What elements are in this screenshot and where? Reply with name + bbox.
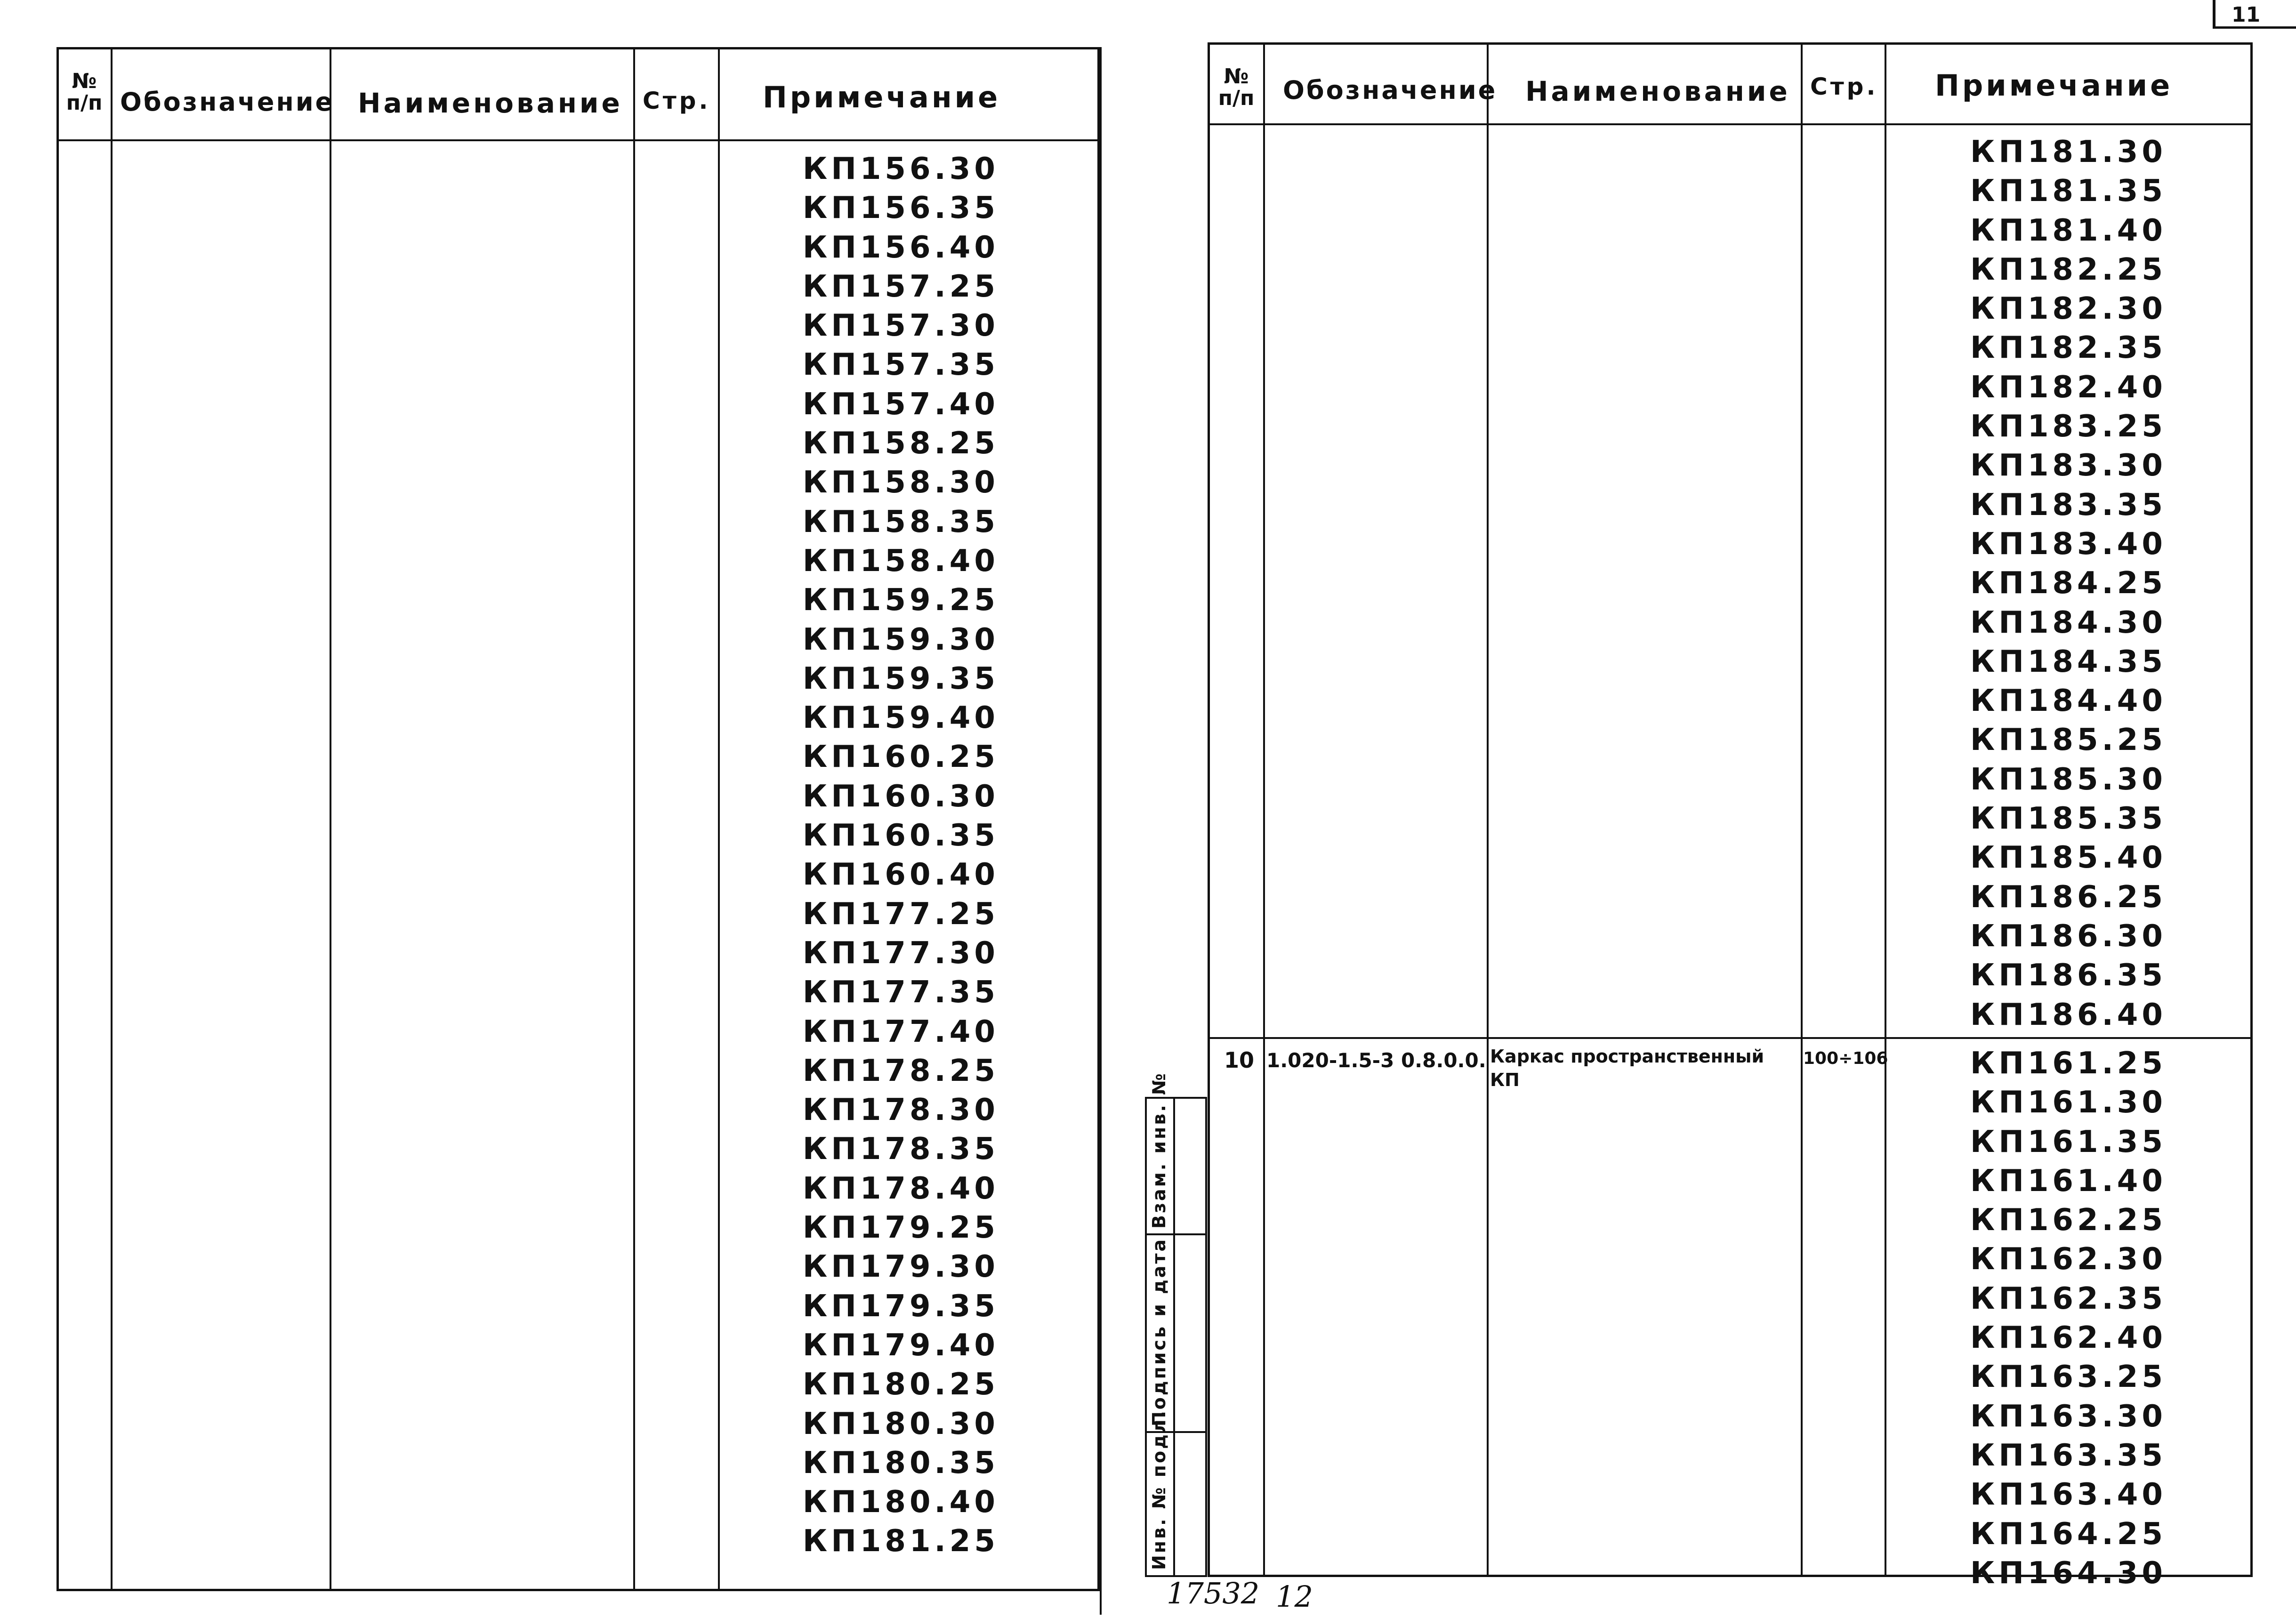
note-item: КП177.40 — [803, 1014, 999, 1049]
note-item: КП156.35 — [803, 191, 999, 226]
left-col-rule-4 — [718, 47, 720, 1591]
stamp-inv-podl: Инв. № подл. — [1149, 1409, 1169, 1570]
note-item: КП161.25 — [1970, 1046, 2167, 1081]
note-item: КП179.40 — [803, 1328, 999, 1363]
row-name-line2: КП — [1490, 1070, 1520, 1090]
right-header-page: Стр. — [1810, 73, 1878, 100]
stamp-vzam-inv: Взам. инв. № — [1149, 1071, 1169, 1229]
row-designation: 1.020-1.5-3 0.8.0.0. — [1266, 1049, 1486, 1072]
note-item: КП161.40 — [1970, 1163, 2167, 1199]
row-name-line1: Каркас пространственный — [1490, 1046, 1764, 1067]
left-header-page: Стр. — [643, 87, 711, 114]
note-item: КП179.35 — [803, 1288, 999, 1324]
note-item: КП157.30 — [803, 308, 999, 344]
left-outer-margin — [1100, 47, 1102, 1615]
note-item: КП183.30 — [1970, 448, 2167, 483]
note-item: КП180.25 — [803, 1367, 999, 1402]
note-item: КП180.40 — [803, 1485, 999, 1520]
right-header-designation: Обозначение — [1283, 75, 1498, 105]
note-item: КП185.35 — [1970, 801, 2167, 837]
left-notes-list — [803, 150, 999, 1562]
note-item: КП184.30 — [1970, 605, 2167, 640]
note-item: КП158.35 — [803, 504, 999, 539]
note-item: КП164.25 — [1970, 1516, 2167, 1552]
note-item: КП179.25 — [803, 1210, 999, 1246]
note-item: КП163.40 — [1970, 1477, 2167, 1513]
note-item: КП181.30 — [1970, 135, 2167, 169]
note-item: КП159.40 — [803, 700, 999, 736]
note-item: КП162.25 — [1970, 1203, 2167, 1238]
note-item: КП179.30 — [803, 1249, 999, 1285]
right-header-npp: № п/п — [1218, 64, 1255, 110]
note-item: КП185.30 — [1970, 762, 2167, 797]
left-header-designation: Обозначение — [120, 87, 335, 117]
note-item: КП177.30 — [803, 935, 999, 971]
row-number: 10 — [1224, 1047, 1255, 1073]
inventory-number: 17532 — [1167, 1576, 1260, 1610]
note-item: КП157.25 — [803, 269, 999, 304]
stamp-podpis-data: Подпись и дата — [1149, 1237, 1169, 1426]
right-notes-list-bottom — [1970, 1044, 2167, 1593]
note-item: КП182.30 — [1970, 291, 2167, 327]
note-item: КП158.25 — [803, 426, 999, 461]
right-header-rule — [1208, 123, 2253, 125]
page-number-box — [2213, 0, 2215, 28]
note-item: КП184.25 — [1970, 566, 2167, 601]
note-item: КП161.30 — [1970, 1085, 2167, 1120]
note-item: КП180.30 — [803, 1406, 999, 1441]
note-item: КП182.35 — [1970, 330, 2167, 366]
note-item: КП159.35 — [803, 661, 999, 696]
left-header-note: Примечание — [763, 80, 1001, 114]
left-header-rule — [56, 139, 1100, 141]
note-item: КП180.35 — [803, 1445, 999, 1481]
note-item: КП181.35 — [1970, 174, 2167, 209]
note-item: КП186.35 — [1970, 958, 2167, 993]
note-item: КП184.35 — [1970, 644, 2167, 679]
sheet-number: 12 — [1276, 1579, 1313, 1614]
left-header-name: Наименование — [358, 87, 623, 119]
left-col-rule-1 — [111, 47, 113, 1591]
left-col-rule-2 — [330, 47, 331, 1591]
note-item: КП185.25 — [1970, 723, 2167, 758]
note-item: КП183.40 — [1970, 526, 2167, 562]
note-item: КП156.30 — [803, 152, 999, 186]
right-notes-list-top — [1970, 133, 2167, 1035]
note-item: КП163.30 — [1970, 1399, 2167, 1434]
note-item: КП185.40 — [1970, 840, 2167, 876]
note-item: КП160.30 — [803, 779, 999, 814]
note-item: КП157.35 — [803, 347, 999, 383]
note-item: КП182.40 — [1970, 370, 2167, 405]
note-item: КП158.40 — [803, 543, 999, 579]
note-item: КП163.35 — [1970, 1438, 2167, 1473]
note-item: КП178.40 — [803, 1171, 999, 1206]
note-item: КП162.35 — [1970, 1281, 2167, 1316]
note-item: КП161.35 — [1970, 1124, 2167, 1159]
right-col-rule-3 — [1801, 42, 1803, 1577]
right-row-divider — [1208, 1037, 2253, 1039]
left-col-rule-3 — [633, 47, 635, 1591]
note-item: КП183.35 — [1970, 487, 2167, 523]
note-item: КП177.25 — [803, 896, 999, 932]
note-item: КП160.40 — [803, 857, 999, 893]
note-item: КП156.40 — [803, 230, 999, 265]
right-col-rule-4 — [1885, 42, 1886, 1577]
note-item: КП162.40 — [1970, 1320, 2167, 1356]
side-stamp-rule-1 — [1145, 1233, 1207, 1235]
note-item: КП157.40 — [803, 386, 999, 422]
note-item: КП186.40 — [1970, 997, 2167, 1032]
note-item: КП158.30 — [803, 465, 999, 500]
note-item: КП182.25 — [1970, 252, 2167, 287]
row-pages: 100÷106 — [1803, 1049, 1888, 1068]
note-item: КП184.40 — [1970, 684, 2167, 719]
note-item: КП177.35 — [803, 975, 999, 1010]
note-item: КП183.25 — [1970, 409, 2167, 444]
right-col-rule-1 — [1263, 42, 1265, 1577]
note-item: КП178.35 — [803, 1132, 999, 1167]
right-header-note: Примечание — [1935, 68, 2173, 103]
right-header-name: Наименование — [1525, 75, 1790, 107]
note-item: КП186.25 — [1970, 879, 2167, 915]
note-item: КП159.30 — [803, 622, 999, 657]
right-col-rule-2 — [1487, 42, 1489, 1577]
note-item: КП160.35 — [803, 818, 999, 853]
left-header-npp: № п/п — [66, 69, 103, 115]
note-item: КП159.25 — [803, 583, 999, 618]
note-item: КП162.30 — [1970, 1242, 2167, 1277]
note-item: КП186.30 — [1970, 918, 2167, 954]
page-number: 11 — [2232, 3, 2261, 27]
note-item: КП163.25 — [1970, 1360, 2167, 1395]
note-item: КП160.25 — [803, 740, 999, 775]
note-item: КП178.30 — [803, 1093, 999, 1128]
note-item: КП164.30 — [1970, 1555, 2167, 1591]
note-item: КП181.40 — [1970, 213, 2167, 248]
note-item: КП181.25 — [803, 1524, 999, 1559]
side-stamp-divider — [1173, 1097, 1175, 1577]
note-item: КП178.25 — [803, 1053, 999, 1088]
